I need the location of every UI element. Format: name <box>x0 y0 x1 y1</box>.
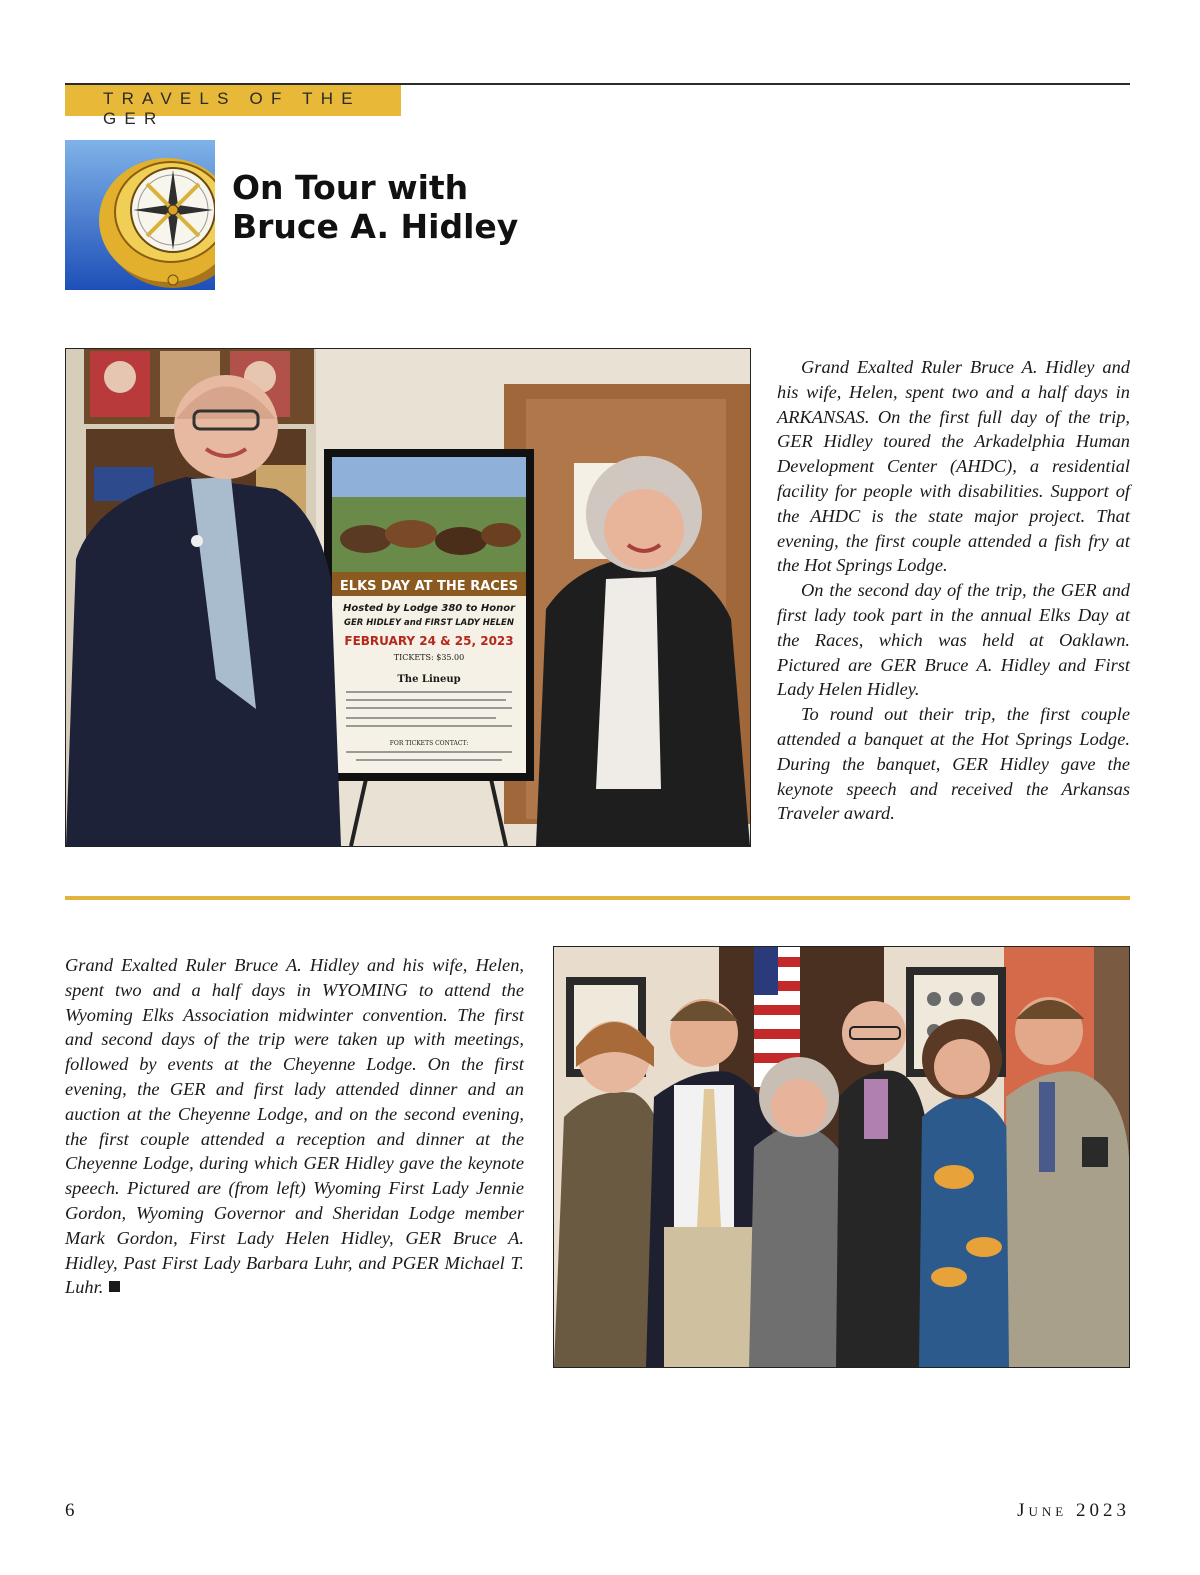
section-label: TRAVELS OF THE GER <box>103 89 361 128</box>
poster-contact: FOR TICKETS CONTACT: <box>389 740 469 747</box>
wyoming-paragraph <box>65 953 524 1300</box>
arkansas-paragraph-3: To round out their trip, the first couple attended a banquet at the Hot Springs Lodge. During the banquet, GER Hidley gave the keynote speech and received the Arkansas Traveler award. <box>777 704 1130 824</box>
poster-dates: FEBRUARY 24 & 25, 2023 <box>344 634 514 648</box>
arkansas-photo <box>65 348 751 847</box>
issue-date: June 2023 <box>1017 1500 1130 1521</box>
title-line-1: On Tour with <box>232 168 469 207</box>
wyoming-paragraph-text: Grand Exalted Ruler Bruce A. Hidley and his wife, Helen, spent two and a half days in WYOMING to attend the Wyoming Elks Association midwinter convention. The first and second days of the trip were taken up with meetings, followed by events at the Cheyenne Lodge. On the first evening, the GER and first lady attended dinner and an auction at the Cheyenne Lodge, and on the second evening, the first couple attended a reception and dinner at the Cheyenne Lodge, during which GER Hidley gave the keynote speech. Pictured are (from left) Wyoming First Lady Jennie Gordon, Wyoming Governor and Sheridan Lodge member Mark Gordon, First Lady Helen Hidley, GER Bruce A. Hidley, Past First Lady Barbara Luhr, and PGER Michael T. Luhr. <box>65 955 524 1298</box>
wyoming-photo <box>553 946 1130 1368</box>
arkansas-paragraph-1: Grand Exalted Ruler Bruce A. Hidley and his wife, Helen, spent two and a half days in ARKANSAS. On the first full day of the trip, GER Hidley toured the Arkadelphia Human Development Center (AHDC), a residential facility for people with disabilities. Support of the AHDC is the state major project. That evening, the first couple attended a fish fry at the Hot Springs Lodge. <box>777 357 1130 576</box>
wyoming-article <box>65 953 524 1300</box>
compass-icon <box>65 140 215 290</box>
arkansas-paragraph-2: On the second day of the trip, the GER and first lady took part in the annual Elks Day at the Races, which was held at Oaklawn. Pictured are GER Bruce A. Hidley and First Lady Helen Hidley. <box>777 580 1130 700</box>
poster-lineup: The Lineup <box>397 674 461 685</box>
end-mark-icon <box>109 1281 120 1292</box>
section-divider <box>65 896 1130 900</box>
poster-line-1: Hosted by Lodge 380 to Honor <box>342 603 516 614</box>
page-title <box>232 168 518 246</box>
arkansas-article <box>777 355 1130 826</box>
section-label-tab <box>65 85 401 128</box>
title-line-2: Bruce A. Hidley <box>232 207 519 246</box>
poster-headline: ELKS DAY AT THE RACES <box>339 579 519 594</box>
page-number: 6 <box>65 1500 75 1521</box>
poster-tickets: TICKETS: $35.00 <box>393 653 465 662</box>
poster-line-2: GER HIDLEY and FIRST LADY HELEN <box>344 618 514 628</box>
